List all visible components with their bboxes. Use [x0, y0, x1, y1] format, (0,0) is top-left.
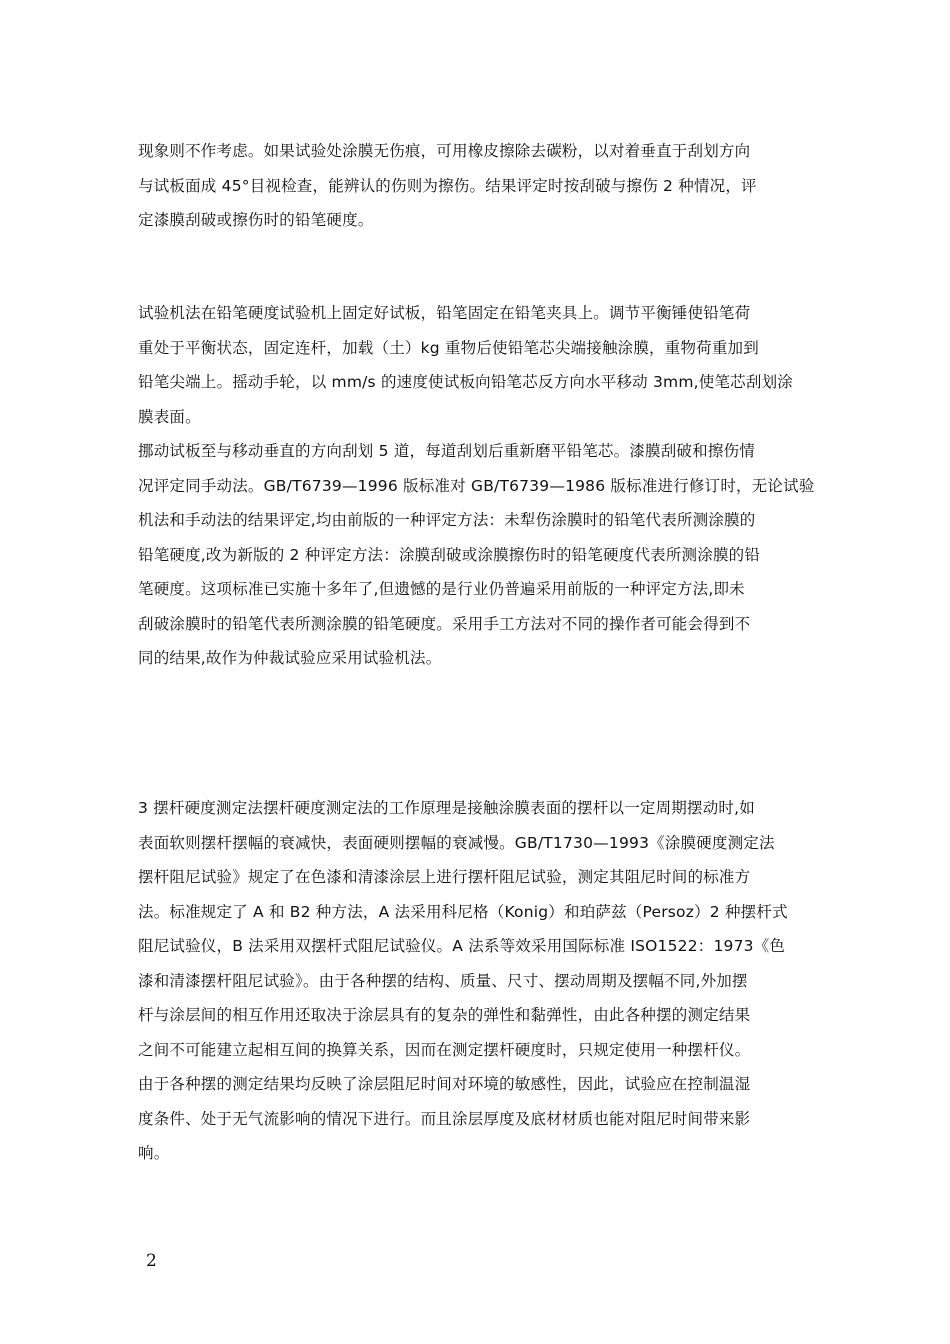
- text-line: 阻尼试验仪，B 法采用双摆杆式阻尼试验仪。A 法系等效采用国际标准 ISO1522：1973《色: [138, 937, 786, 955]
- text-line: 机法和手动法的结果评定,均由前版的一种评定方法：未犁伤涂膜时的铅笔代表所测涂膜的: [138, 511, 756, 529]
- text-line: 定漆膜刮破或擦伤时的铅笔硬度。: [138, 211, 374, 229]
- page-number: 2: [146, 1251, 157, 1271]
- text-line: 漆和清漆摆杆阻尼试验》。由于各种摆的结构、质量、尺寸、摆动周期及摆幅不同,外加摆: [138, 971, 748, 990]
- text-line: 杆与涂层间的相互作用还取决于涂层具有的复杂的弹性和黏弹性，由此各种摆的测定结果: [138, 1006, 751, 1024]
- text-line: 由于各种摆的测定结果均反映了涂层阻尼时间对环境的敏感性，因此，试验应在控制温湿: [138, 1075, 751, 1093]
- text-line: 法。标准规定了 A 和 B2 种方法，A 法采用科尼格（Konig）和珀萨兹（Persoz）2 种摆杆式: [138, 902, 788, 921]
- text-line: 膜表面。: [138, 407, 201, 426]
- text-line: 刮破涂膜时的铅笔代表所测涂膜的铅笔硬度。采用手工方法对不同的操作者可能会得到不: [138, 614, 751, 633]
- text-line: 摆杆阻尼试验》规定了在色漆和清漆涂层上进行摆杆阻尼试验，测定其阻尼时间的标准方: [138, 868, 751, 886]
- text-line: 试验机法在铅笔硬度试验机上固定好试板，铅笔固定在铅笔夹具上。调节平衡锤使铅笔荷: [138, 304, 751, 322]
- text-line: 笔硬度。这项标准已实施十多年了,但遗憾的是行业仍普遍采用前版的一种评定方法,即未: [138, 580, 745, 598]
- text-line: 铅笔尖端上。摇动手轮，以 mm/s 的速度使试板向铅笔芯反方向水平移动 3mm,使笔芯刮划涂: [138, 373, 793, 391]
- paragraph-pencil-scratch-evaluation: [138, 134, 818, 238]
- paragraph-pendulum-hardness: [138, 791, 818, 1171]
- text-line: 现象则不作考虑。如果试验处涂膜无伤痕，可用橡皮擦除去碳粉，以对着垂直于刮划方向: [138, 142, 751, 160]
- text-line: 铅笔硬度,改为新版的 2 种评定方法：涂膜刮破或涂膜擦伤时的铅笔硬度代表所测涂膜的铅: [138, 545, 761, 564]
- text-line: 同的结果,故作为仲裁试验应采用试验机法。: [138, 649, 442, 667]
- text-line: 与试板面成 45°目视检查，能辨认的伤则为擦伤。结果评定时按刮破与擦伤 2 种情况，评: [138, 176, 757, 195]
- text-line: 表面软则摆杆摆幅的衰减快，表面硬则摆幅的衰减慢。GB/T1730—1993《涂膜硬度测定法: [138, 833, 775, 852]
- paragraph-machine-method: [138, 296, 818, 676]
- text-line: 响。: [138, 1144, 170, 1162]
- text-line: 挪动试板至与移动垂直的方向刮划 5 道，每道刮划后重新磨平铅笔芯。漆膜刮破和擦伤情: [138, 442, 755, 460]
- text-line: 之间不可能建立起相互间的换算关系，因而在测定摆杆硬度时，只规定使用一种摆杆仪。: [138, 1040, 751, 1059]
- text-line: 重处于平衡状态，固定连杆，加载（土）kg 重物后使铅笔芯尖端接触涂膜，重物荷重加到: [138, 338, 759, 357]
- text-line: 3 摆杆硬度测定法摆杆硬度测定法的工作原理是接触涂膜表面的摆杆以一定周期摆动时,如: [138, 799, 755, 817]
- text-line: 度条件、处于无气流影响的情况下进行。而且涂层厚度及底材材质也能对阻尼时间带来影: [138, 1109, 751, 1128]
- text-line: 况评定同手动法。GB/T6739—1996 版标准对 GB/T6739—1986 版标准进行修订时，无论试验: [138, 476, 815, 495]
